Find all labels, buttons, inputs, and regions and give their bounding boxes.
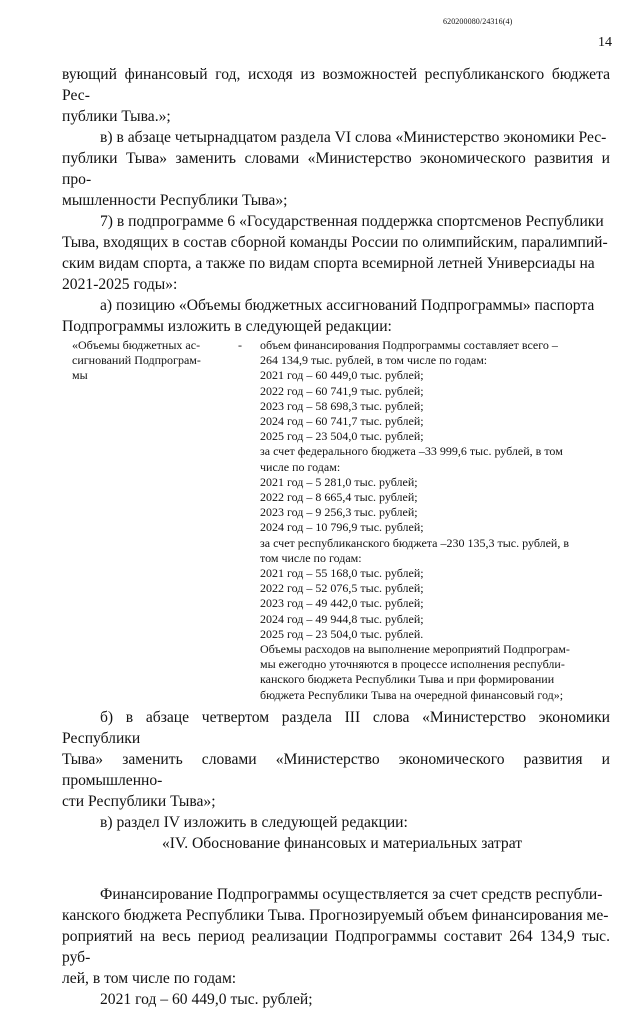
text-line: 2021 год – 60 449,0 тыс. рублей;: [100, 990, 313, 1008]
passport-value-line: 2024 год – 49 944,8 тыс. рублей;: [260, 611, 424, 626]
passport-table: [62, 338, 610, 703]
passport-value-line: 2024 год – 10 796,9 тыс. рублей;: [260, 520, 424, 535]
text-line: Тыва» заменить словами «Министерство экономического развития и промышленно-: [62, 750, 610, 789]
text-line: а) позицию «Объемы бюджетных ассигнований Подпрограммы» паспорта: [100, 297, 595, 314]
passport-value-line: 2025 год – 23 504,0 тыс. рублей;: [260, 429, 424, 444]
passport-value-line: 2022 год – 52 076,5 тыс. рублей;: [260, 581, 424, 596]
passport-value-line: 2024 год – 60 741,7 тыс. рублей;: [260, 414, 424, 429]
passport-value-line: 2023 год – 9 256,3 тыс. рублей;: [260, 505, 418, 520]
passport-value-line: мы ежегодно уточняются в процессе исполнения республи-: [260, 657, 565, 672]
passport-value-line: 2021 год – 5 281,0 тыс. рублей;: [260, 474, 418, 489]
passport-value-line: за счет федерального бюджета –33 999,6 тыс. рублей, в том: [260, 444, 563, 459]
passport-label-line: мы: [72, 368, 88, 383]
passport-label-cell: [62, 338, 220, 703]
text-line: лей, в том числе по годам:: [62, 969, 237, 987]
passport-value-line: 264 134,9 тыс. рублей, в том числе по годам:: [260, 353, 488, 368]
text-line: в) раздел IV изложить в следующей редакции:: [100, 813, 408, 831]
text-line: сти Республики Тыва»;: [62, 792, 216, 810]
passport-dash: -: [238, 338, 242, 352]
passport-value-line: числе по годам:: [260, 459, 341, 474]
spacer: [62, 854, 610, 884]
text-line: публики Тыва.»;: [62, 108, 171, 125]
document-id: 620200080/24316(4): [443, 17, 513, 26]
passport-value-line: 2021 год – 55 168,0 тыс. рублей;: [260, 566, 424, 581]
text-line: 2021-2025 годы»:: [62, 276, 178, 293]
passport-value-line: канского бюджета Республики Тыва и при формировании: [260, 672, 555, 687]
text-line: ским видам спорта, а также по видам спорта всемирной летней Универсиады на: [62, 255, 595, 272]
text-line: в) в абзаце четырнадцатом раздела VI слова «Министерство экономики Рес-: [100, 129, 607, 146]
text-line: публики Тыва» заменить словами «Министерство экономического развития и про-: [62, 150, 610, 188]
text-line: Тыва, входящих в состав сборной команды России по олимпийским, паралимпий-: [62, 234, 608, 251]
passport-value-line: за счет республиканского бюджета –230 135,3 тыс. рублей, в: [260, 535, 570, 550]
text-line: Подпрограммы изложить в следующей редакции:: [62, 318, 392, 335]
section-heading: «IV. Обоснование финансовых и материальных затрат: [162, 834, 523, 852]
passport-value-line: 2021 год – 60 449,0 тыс. рублей;: [260, 368, 424, 383]
passport-value-line: бюджета Республики Тыва на очередной финансовый год»;: [260, 687, 564, 702]
passport-value-line: 2023 год – 49 442,0 тыс. рублей;: [260, 596, 424, 611]
text-line: Финансирование Подпрограммы осуществляется за счет средств республи-: [100, 885, 603, 903]
passport-value-line: Объемы расходов на выполнение мероприятий Подпрограм-: [260, 642, 570, 657]
text-line: роприятий на весь период реализации Подпрограммы составит 264 134,9 тыс. руб-: [62, 927, 610, 966]
text-line: 7) в подпрограмме 6 «Государственная поддержка спортсменов Республики: [100, 213, 604, 230]
passport-value-cell: [260, 338, 610, 703]
text-line: б) в абзаце четвертом раздела III слова «Министерство экономики Республики: [62, 708, 610, 747]
passport-value-line: том числе по годам:: [260, 550, 362, 565]
text-line: вующий финансовый год, исходя из возможностей республиканского бюджета Рес-: [62, 66, 610, 104]
document-body: [62, 64, 610, 1010]
text-line: канского бюджета Республики Тыва. Прогнозируемый объем финансирования ме-: [62, 906, 609, 924]
passport-value-line: 2025 год – 23 504,0 тыс. рублей.: [260, 626, 424, 641]
text-line: мышленности Республики Тыва»;: [62, 192, 288, 209]
page-number: 14: [598, 35, 612, 50]
passport-value-line: 2023 год – 58 698,3 тыс. рублей;: [260, 398, 424, 413]
passport-value-line: 2022 год – 8 665,4 тыс. рублей;: [260, 490, 418, 505]
passport-label-line: «Объемы бюджетных ас-: [72, 338, 201, 352]
passport-label-line: сигнований Подпрограм-: [72, 353, 201, 368]
passport-value-line: объем финансирования Подпрограммы составляет всего –: [260, 338, 558, 352]
passport-value-line: 2022 год – 60 741,9 тыс. рублей;: [260, 383, 424, 398]
